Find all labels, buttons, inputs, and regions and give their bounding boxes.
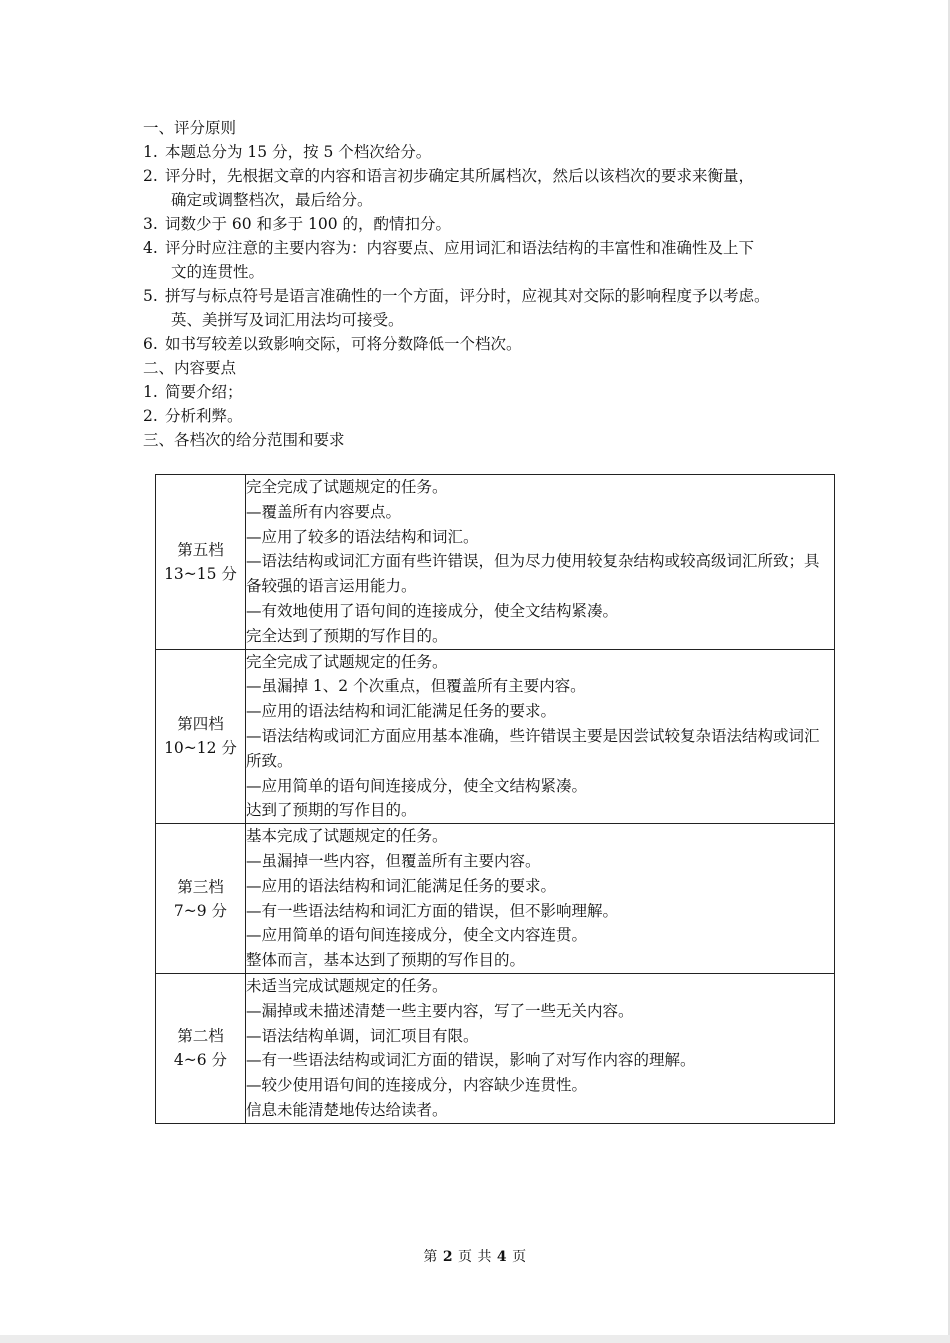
principle-item-1: 1. 本题总分为 15 分，按 5 个档次给分。 <box>143 143 432 161</box>
page-edge-bottom <box>0 1335 950 1343</box>
level-cell <box>156 475 246 650</box>
principle-item-3: 3. 词数少于 60 和多于 100 的，酌情扣分。 <box>143 215 452 233</box>
level-name: 第三档 <box>177 877 224 896</box>
footer-total-pages: 4 <box>496 1249 508 1265</box>
table-row-level-4 <box>156 649 835 824</box>
footer-prefix: 第 <box>423 1249 438 1265</box>
level-description: 未适当完成试题规定的任务。 —漏掉或未描述清楚一些主要内容，写了一些无关内容。 —语法结构单调，词汇项目有限。 —有一些语法结构或词汇方面的错误，影响了对写作内容的理解。 —较少使用语句间的连接成分，内容缺少连贯性。 信息未能清楚地传达给读者。 <box>246 973 835 1123</box>
level-range: 4~6 分 <box>173 1051 228 1070</box>
level-description: 基本完成了试题规定的任务。 —虽漏掉一些内容，但覆盖所有主要内容。 —应用的语法结构和词汇能满足任务的要求。 —有一些语法结构和词汇方面的错误，但不影响理解。 —应用简单的语句间连接成分，使全文内容连贯。 整体而言，基本达到了预期的写作目的。 <box>246 824 835 974</box>
footer-suffix: 页 <box>512 1249 527 1265</box>
level-description: 完全完成了试题规定的任务。 —覆盖所有内容要点。 —应用了较多的语法结构和词汇。 —语法结构或词汇方面有些许错误，但为尽力使用较复杂结构或较高级词汇所致；具备较强的语言运用能力。 —有效地使用了语句间的连接成分，使全文结构紧凑。 完全达到了预期的写作目的。 <box>246 475 835 650</box>
principle-item-2: 2. 评分时，先根据文章的内容和语言初步确定其所属档次，然后以该档次的要求来衡量， 确定或调整档次，最后给分。 <box>143 167 755 209</box>
level-name: 第五档 <box>177 540 224 559</box>
principle-item-4: 4. 评分时应注意的主要内容为：内容要点、应用词汇和语法结构的丰富性和准确性及上下 文的连贯性。 <box>143 239 755 281</box>
level-cell <box>156 973 246 1123</box>
scoring-text <box>143 116 843 452</box>
level-name: 第二档 <box>177 1027 224 1046</box>
level-range: 13~15 分 <box>164 564 237 583</box>
level-range: 10~12 分 <box>164 739 237 758</box>
level-range: 7~9 分 <box>173 901 228 920</box>
level-name: 第四档 <box>177 715 224 734</box>
level-cell <box>156 649 246 824</box>
footer-middle: 页 共 <box>458 1249 492 1265</box>
section-heading-principles: 一、评分原则 <box>143 119 237 137</box>
key-point-item-2: 2. 分析利弊。 <box>143 407 243 425</box>
table-row-level-3 <box>156 824 835 974</box>
table-row-level-2 <box>156 973 835 1123</box>
key-point-item-1: 1. 简要介绍； <box>143 383 243 401</box>
level-description: 完全完成了试题规定的任务。 —虽漏掉 1、2 个次重点，但覆盖所有主要内容。 —应用的语法结构和词汇能满足任务的要求。 —语法结构或词汇方面应用基本准确，些许错误主要是因尝试较复杂语法结构或词汇所致。 —应用简单的语句间连接成分，使全文结构紧凑。 达到了预期的写作目的。 <box>246 649 835 824</box>
level-cell <box>156 824 246 974</box>
footer-page-number: 2 <box>442 1249 454 1265</box>
page-footer <box>0 1246 950 1266</box>
table-row-level-5 <box>156 475 835 650</box>
grading-table <box>155 474 835 1124</box>
principle-item-5: 5. 拼写与标点符号是语言准确性的一个方面，评分时，应视其对交际的影响程度予以考虑。 英、美拼写及词汇用法均可接受。 <box>143 287 770 329</box>
section-heading-key-points: 二、内容要点 <box>143 359 237 377</box>
section-heading-levels: 三、各档次的给分范围和要求 <box>143 431 345 449</box>
principle-item-6: 6. 如书写较差以致影响交际，可将分数降低一个档次。 <box>143 335 522 353</box>
